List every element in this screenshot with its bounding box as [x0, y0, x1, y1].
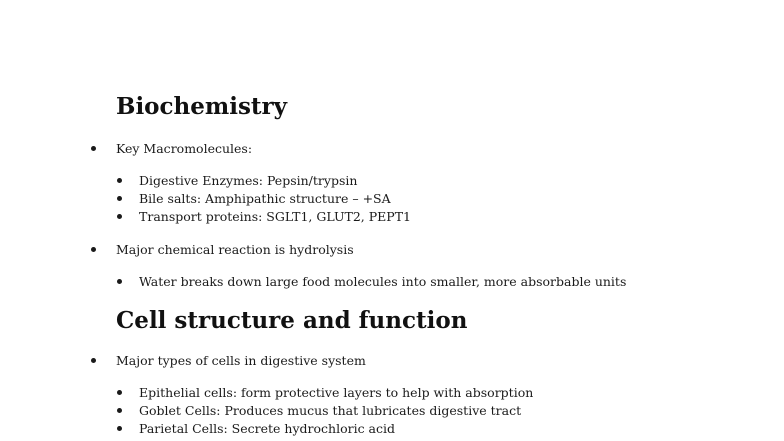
sub-list-item: Transport proteins: SGLT1, GLUT2, PEPT1 — [139, 209, 411, 224]
bullet-icon — [117, 408, 122, 413]
bullet-icon — [117, 426, 122, 431]
sub-list-item: Water breaks down large food molecules into smaller, more absorbable units — [139, 274, 627, 289]
bullet-icon — [117, 214, 122, 219]
heading-biochemistry: Biochemistry — [116, 93, 288, 120]
list-item: Major chemical reaction is hydrolysis — [116, 242, 354, 257]
bullet-icon — [117, 279, 122, 284]
list-item: Major types of cells in digestive system — [116, 353, 366, 368]
sub-list-item: Digestive Enzymes: Pepsin/trypsin — [139, 173, 358, 188]
bullet-icon — [117, 178, 122, 183]
list-item: Key Macromolecules: — [116, 141, 253, 156]
sub-list-item: Bile salts: Amphipathic structure – +SA — [139, 191, 391, 206]
bullet-icon — [91, 146, 96, 151]
bullet-icon — [117, 196, 122, 201]
sub-list-item: Goblet Cells: Produces mucus that lubricates digestive tract — [139, 403, 522, 418]
bullet-icon — [117, 390, 122, 395]
bullet-icon — [91, 358, 96, 363]
sub-list-item: Epithelial cells: form protective layers to help with absorption — [139, 385, 534, 400]
heading-cell-structure: Cell structure and function — [116, 307, 468, 334]
sub-list-item: Parietal Cells: Secrete hydrochloric acid — [139, 421, 395, 436]
bullet-icon — [91, 247, 96, 252]
